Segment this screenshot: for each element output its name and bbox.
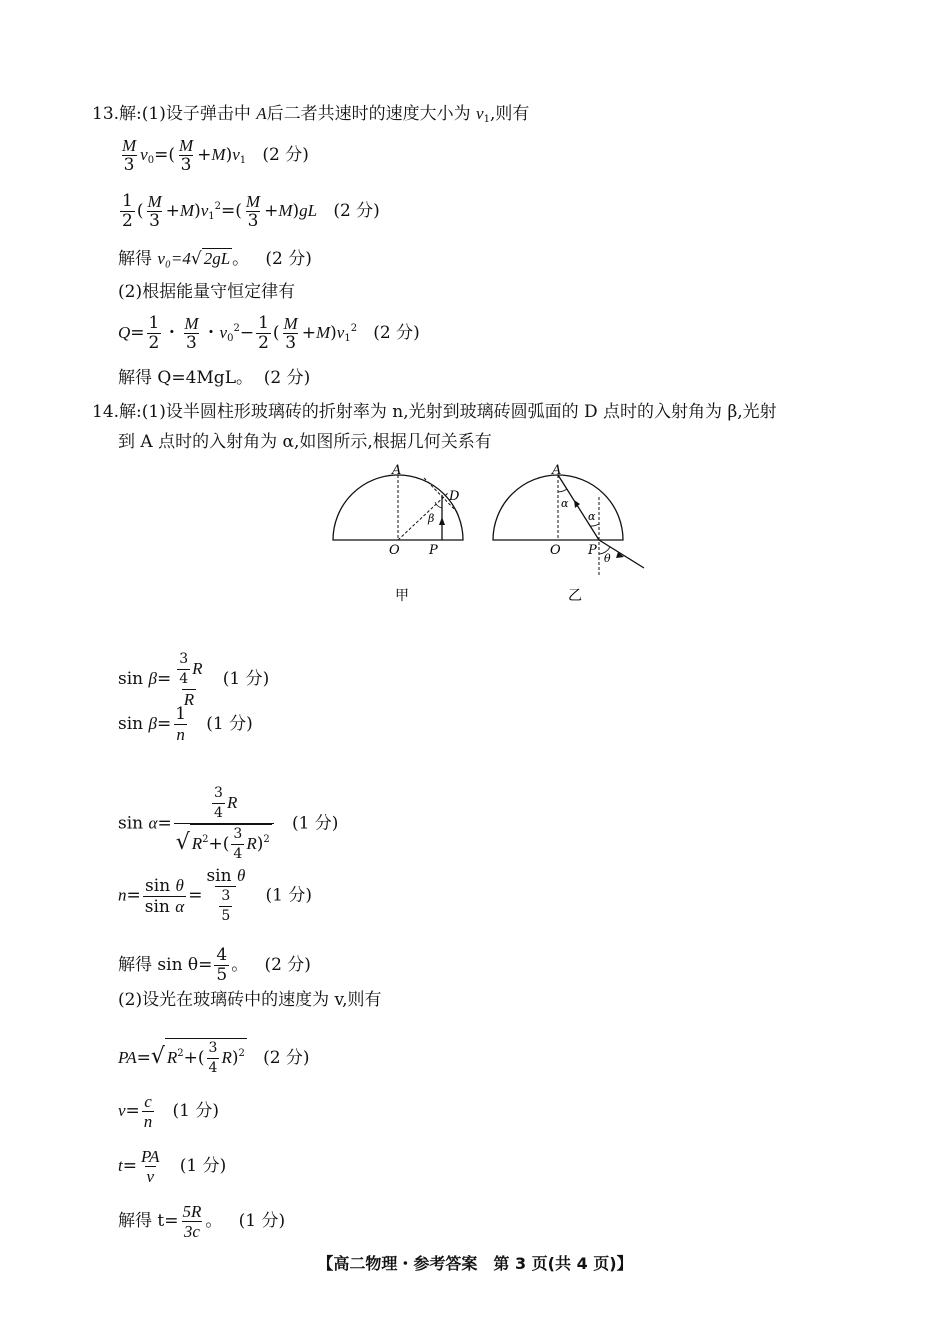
q14-eq6: v= $\frac{c}{n}$ (1 分) <box>118 1092 219 1131</box>
figure-yi <box>488 462 653 607</box>
label-A2: A <box>552 463 562 478</box>
q14-result1: 解得 sin θ= $\frac{4}{5}$ 。 (2 分) <box>118 945 311 985</box>
q13-eq3: Q= $\frac{1}{2}$ ・ $\frac{M}{3}$ ・$v_0^2-$ $\frac{1}{2}$ ( $\frac{M}{3}$ $+M)v_1^2$ (2 分) <box>118 313 420 353</box>
label-P2: P <box>588 543 597 558</box>
label-D: D <box>449 489 460 504</box>
label-theta: θ <box>604 552 611 565</box>
q13-result1: 解得 v₀=4√ 2gL 。 (2 分) <box>118 249 312 269</box>
q13-part2: (2)根据能量守恒定律有 <box>118 282 296 302</box>
q13-eq1: $\frac{M}{3}$ $v_0=$( $\frac{M}{3}$ $+M)v_1$ (2 分) <box>122 136 309 175</box>
q14-intro-1: 14.解:(1)设半圆柱形玻璃砖的折射率为 n,光射到玻璃砖圆弧面的 D 点时的入射角为 β,光射 <box>92 402 777 422</box>
label-O: O <box>389 543 400 558</box>
q14-eq5: PA=√ $R^2+$( $\frac{3}{4}$ R)$^2$ (2 分) <box>118 1040 310 1076</box>
label-yi: 乙 <box>568 588 582 604</box>
q14-eq7: t= $\frac{PA}{v}$ (1 分) <box>118 1147 227 1186</box>
q14-part2: (2)设光在玻璃砖中的速度为 v,则有 <box>118 990 382 1010</box>
q14-eq3: sin α= $\frac{3}{4}$ R √ $R^2+$( $\frac{3}{4}$ R)$^2$ (1 分) <box>118 785 339 862</box>
label-P: P <box>429 543 438 558</box>
page-footer: 【高二物理・参考答案 第 3 页(共 4 页)】 <box>317 1254 633 1273</box>
label-jia: 甲 <box>395 588 409 604</box>
q13-result2: 解得 Q=4MgL。 (2 分) <box>118 368 311 388</box>
label-beta: β <box>428 512 435 525</box>
q14-eq2: sin β= $\frac{1}{n}$ (1 分) <box>118 704 253 744</box>
q13-eq2: $\frac{1}{2}$ ( $\frac{M}{3}$ $+M)v_1^2=$( $\frac{M}{3}$ +M)gL (2 分) <box>122 191 380 231</box>
q14-result2: 解得 t= $\frac{5R}{3c}$ 。 (1 分) <box>118 1202 286 1241</box>
label-alpha-1: α <box>561 497 569 510</box>
q14-eq1: sin β= $\frac{3}{4}$ R R (1 分) <box>118 651 270 709</box>
q14-intro-2: 到 A 点时的入射角为 α,如图所示,根据几何关系有 <box>118 432 492 452</box>
label-alpha-2: α <box>588 510 596 523</box>
label-O2: O <box>550 543 561 558</box>
figure-jia <box>325 462 475 607</box>
label-A: A <box>392 463 402 478</box>
q14-eq4: n= $\frac{\text{sin θ}}{\text{sin α}}$ = $\frac{\text{sin θ}}{\frac{3}{5}}$ (1 分) <box>118 866 313 924</box>
q13-intro: 13.解:(1)设子弹击中 A后二者共速时的速度大小为 $v_1$,则有 <box>92 104 530 125</box>
